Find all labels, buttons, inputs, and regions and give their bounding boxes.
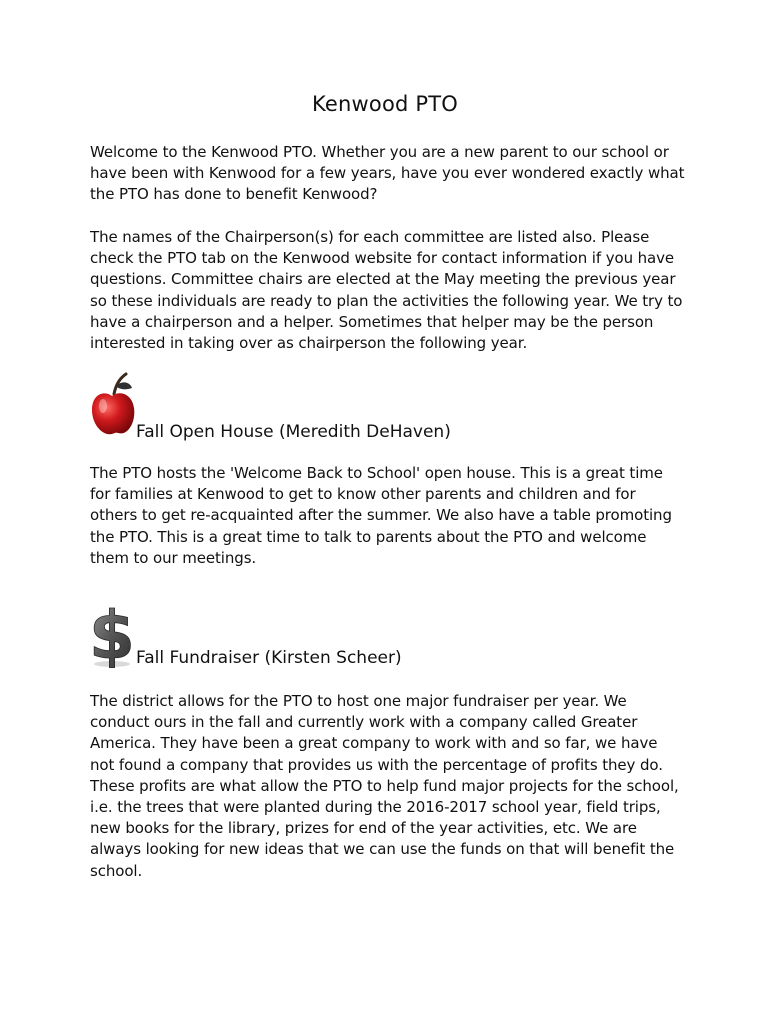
- page-title: Kenwood PTO: [311, 92, 459, 116]
- open-house-paragraph: The PTO hosts the 'Welcome Back to School' open house. This is a great time for families at Kenwood to get to know other parents and children and for others to get re-acquainted after the summer. We also have a table promoting the PTO. This is a great time to talk to parents about the PTO and welcome them to our meetings.: [90, 464, 672, 567]
- dollar-sign-icon: [90, 598, 136, 672]
- intro-paragraph: Welcome to the Kenwood PTO. Whether you are a new parent to our school or have been with Kenwood for a few years, have you ever wondered exactly what the PTO has done to benefit Kenwood?: [90, 143, 685, 204]
- svg-text:$: $: [90, 598, 135, 668]
- fundraiser-paragraph: The district allows for the PTO to host one major fundraiser per year. We conduct ours in the fall and currently work with a company called Greater America. They have been a great company to work with and so far, we have not found a company that provides us with the percentage of profits they do. These profits are what allow the PTO to help fund major projects for the school, i.e. the trees that were planted during the 2016-2017 school year, field trips, new books for the library, prizes for end of the year activities, etc. We are always looking for new ideas that we can use the funds on that will benefit the school.: [90, 692, 679, 880]
- section-heading-fundraiser: [90, 598, 690, 668]
- section-heading-open-house: [90, 372, 690, 442]
- section-heading-label: Fall Open House (Meredith DeHaven): [136, 422, 451, 442]
- apple-icon: [90, 372, 136, 442]
- chairpersons-paragraph: The names of the Chairperson(s) for each committee are listed also. Please check the PTO tab on the Kenwood website for contact information if you have questions. Committee chairs are elected at the May meeting the previous year so these individuals are ready to plan the activities the following year. We try to have a chairperson and a helper. Sometimes that helper may be the person interested in taking over as chairperson the following year.: [90, 228, 683, 353]
- section-heading-label: Fall Fundraiser (Kirsten Scheer): [136, 648, 402, 668]
